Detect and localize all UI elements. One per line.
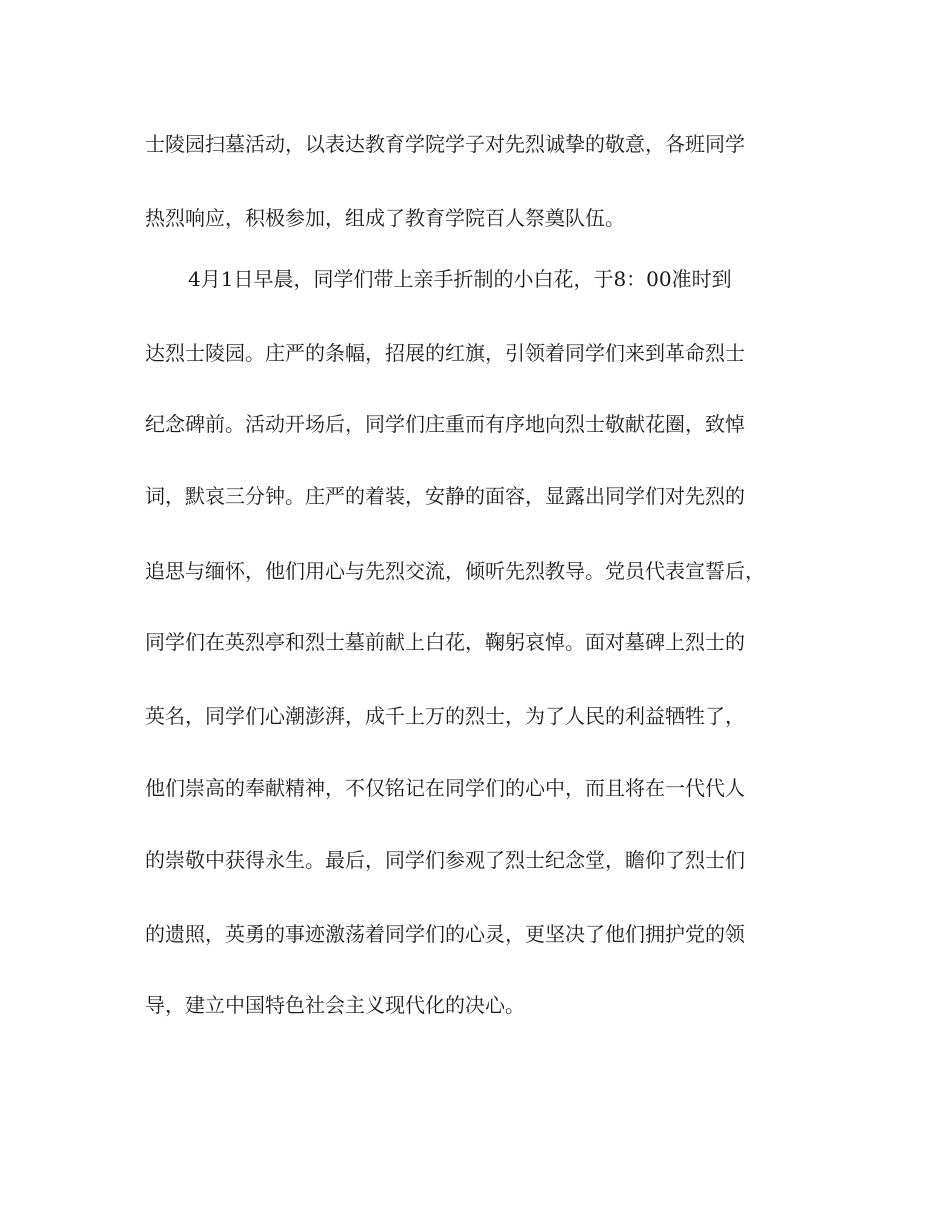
paragraph-2-line-4: 词，默哀三分钟。庄严的着装，安静的面容，显露出同学们对先烈的 bbox=[145, 484, 745, 508]
paragraph-2-line-7: 英名，同学们心潮澎湃，成千上万的烈士，为了人民的利益牺牲了， bbox=[145, 704, 745, 728]
paragraph-2-line-2: 达烈士陵园。庄严的条幅，招展的红旗，引领着同学们来到革命烈士 bbox=[145, 341, 745, 365]
paragraph-2-line-1: 4月1日早晨，同学们带上亲手折制的小白花，于8：00准时到 bbox=[188, 267, 732, 291]
paragraph-2-line-10: 的遗照，英勇的事迹激荡着同学们的心灵，更坚决了他们拥护党的领 bbox=[145, 922, 745, 946]
paragraph-2-line-9: 的崇敬中获得永生。最后，同学们参观了烈士纪念堂，瞻仰了烈士们 bbox=[145, 848, 745, 872]
paragraph-2-line-11: 导，建立中国特色社会主义现代化的决心。 bbox=[145, 993, 525, 1017]
paragraph-2-line-6: 同学们在英烈亭和烈士墓前献上白花，鞠躬哀悼。面对墓碑上烈士的 bbox=[145, 630, 745, 654]
paragraph-1-line-2: 热烈响应，积极参加，组成了教育学院百人祭奠队伍。 bbox=[145, 206, 625, 230]
paragraph-2-line-8: 他们崇高的奉献精神，不仅铭记在同学们的心中，而且将在一代代人 bbox=[145, 776, 745, 800]
paragraph-1-line-1: 士陵园扫墓活动，以表达教育学院学子对先烈诚挚的敬意，各班同学 bbox=[145, 132, 745, 156]
paragraph-2-line-5: 追思与缅怀，他们用心与先烈交流，倾听先烈教导。党员代表宣誓后， bbox=[145, 559, 765, 583]
paragraph-2-line-3: 纪念碑前。活动开场后，同学们庄重而有序地向烈士敬献花圈，致悼 bbox=[145, 412, 745, 436]
